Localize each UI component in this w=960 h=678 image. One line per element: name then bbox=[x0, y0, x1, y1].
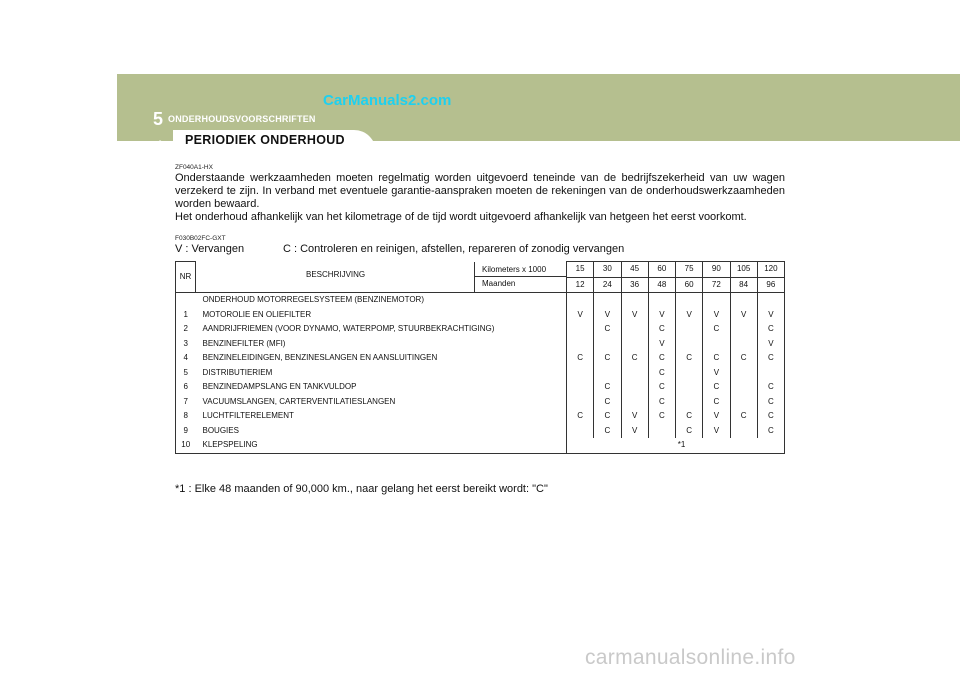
schedule-cell: C bbox=[594, 395, 621, 410]
schedule-cell: V bbox=[648, 337, 675, 352]
schedule-cell bbox=[676, 322, 703, 337]
schedule-cell: V bbox=[621, 308, 648, 323]
schedule-cell: V bbox=[757, 308, 784, 323]
schedule-cell: V bbox=[567, 308, 594, 323]
schedule-cell bbox=[730, 337, 757, 352]
schedule-cell: C bbox=[648, 351, 675, 366]
schedule-cell: V bbox=[730, 308, 757, 323]
schedule-cell: C bbox=[757, 395, 784, 410]
schedule-cell: C bbox=[648, 380, 675, 395]
schedule-cell bbox=[730, 424, 757, 439]
row-number: 7 bbox=[176, 395, 196, 410]
row-number: 3 bbox=[176, 337, 196, 352]
schedule-cell: C bbox=[730, 351, 757, 366]
schedule-cell: C bbox=[757, 409, 784, 424]
schedule-cell bbox=[730, 380, 757, 395]
row-description: LUCHTFILTERELEMENT bbox=[196, 409, 567, 424]
schedule-cell: C bbox=[648, 366, 675, 381]
table-row bbox=[176, 395, 785, 410]
schedule-cell bbox=[621, 337, 648, 352]
km-label: Kilometers x 1000 bbox=[482, 264, 547, 274]
schedule-cell: C bbox=[703, 322, 730, 337]
km-interval-8: 120 bbox=[757, 262, 784, 278]
schedule-cell: C bbox=[703, 351, 730, 366]
page-title: PERIODIEK ONDERHOUD bbox=[185, 133, 345, 147]
section-heading: ONDERHOUD MOTORREGELSYSTEEM (BENZINEMOTOR) bbox=[196, 293, 567, 308]
table-row bbox=[176, 337, 785, 352]
km-interval-3: 45 bbox=[621, 262, 648, 278]
schedule-cell: V bbox=[757, 337, 784, 352]
legend-replace: V : Vervangen bbox=[175, 243, 245, 255]
schedule-cell: C bbox=[648, 409, 675, 424]
row-number: 4 bbox=[176, 351, 196, 366]
km-interval-6: 90 bbox=[703, 262, 730, 278]
schedule-cell: C bbox=[757, 380, 784, 395]
schedule-cell bbox=[567, 395, 594, 410]
schedule-cell bbox=[594, 366, 621, 381]
km-interval-4: 60 bbox=[648, 262, 675, 278]
schedule-cell: C bbox=[594, 380, 621, 395]
row-description: BOUGIES bbox=[196, 424, 567, 439]
section-number: 5 bbox=[153, 109, 164, 129]
table-row bbox=[176, 424, 785, 439]
schedule-cell: C bbox=[676, 351, 703, 366]
section-title: ONDERHOUDSVOORSCHRIFTEN bbox=[168, 114, 316, 124]
schedule-cell: V bbox=[621, 424, 648, 439]
schedule-cell bbox=[621, 322, 648, 337]
schedule-cell bbox=[567, 424, 594, 439]
table-row bbox=[176, 322, 785, 337]
row-description: KLEPSPELING bbox=[196, 438, 567, 453]
schedule-cell: C bbox=[594, 351, 621, 366]
schedule-cell: C bbox=[648, 395, 675, 410]
row-number: 9 bbox=[176, 424, 196, 439]
schedule-cell bbox=[676, 366, 703, 381]
footnote: *1 : Elke 48 maanden of 90,000 km., naar gelang het eerst bereikt wordt: "C" bbox=[175, 483, 548, 495]
row-description: BENZINELEIDINGEN, BENZINESLANGEN EN AANSLUITINGEN bbox=[196, 351, 567, 366]
schedule-cell bbox=[648, 424, 675, 439]
description-header-cell bbox=[196, 262, 567, 278]
months-label-cell bbox=[196, 277, 567, 293]
schedule-cell: C bbox=[757, 351, 784, 366]
row-description: BENZINEDAMPSLANG EN TANKVULDOP bbox=[196, 380, 567, 395]
row-note: *1 bbox=[567, 438, 785, 453]
schedule-cell bbox=[594, 337, 621, 352]
schedule-cell bbox=[730, 395, 757, 410]
schedule-cell: C bbox=[757, 322, 784, 337]
schedule-cell: C bbox=[703, 380, 730, 395]
schedule-cell: V bbox=[621, 409, 648, 424]
km-interval-1: 15 bbox=[567, 262, 594, 278]
intro-paragraph-1: Onderstaande werkzaamheden moeten regelmatig worden uitgevoerd teneinde van de bedrijfszekerheid van uw wagen verzekerd te zijn. In verband met eventuele garantie-aanspraken moeten de rekeningen van de onderhoudswerkzaamheden worden bewaard. bbox=[175, 172, 785, 210]
schedule-cell: C bbox=[648, 322, 675, 337]
schedule-cell bbox=[676, 380, 703, 395]
month-interval-6: 72 bbox=[703, 277, 730, 293]
month-interval-7: 84 bbox=[730, 277, 757, 293]
schedule-cell bbox=[730, 366, 757, 381]
row-number: 8 bbox=[176, 409, 196, 424]
row-description: BENZINEFILTER (MFI) bbox=[196, 337, 567, 352]
intro-code: ZF040A1-HX bbox=[175, 164, 213, 171]
row-description: VACUUMSLANGEN, CARTERVENTILATIESLANGEN bbox=[196, 395, 567, 410]
legend-check: C : Controleren en reinigen, afstellen, repareren of zonodig vervangen bbox=[283, 243, 625, 255]
schedule-cell bbox=[567, 380, 594, 395]
schedule-cell: C bbox=[567, 409, 594, 424]
table-row bbox=[176, 438, 785, 453]
schedule-cell: C bbox=[757, 424, 784, 439]
schedule-cell: C bbox=[567, 351, 594, 366]
schedule-cell bbox=[567, 337, 594, 352]
watermark-link[interactable]: CarManuals2.com bbox=[323, 92, 452, 109]
months-label: Maanden bbox=[482, 279, 516, 288]
schedule-cell: V bbox=[703, 366, 730, 381]
maintenance-schedule-table bbox=[175, 261, 785, 454]
month-interval-4: 48 bbox=[648, 277, 675, 293]
row-description: DISTRIBUTIERIEM bbox=[196, 366, 567, 381]
schedule-cell: C bbox=[703, 395, 730, 410]
km-interval-2: 30 bbox=[594, 262, 621, 278]
schedule-cell: C bbox=[594, 424, 621, 439]
schedule-cell bbox=[703, 337, 730, 352]
page-number: 4 bbox=[156, 139, 163, 151]
schedule-cell bbox=[621, 366, 648, 381]
schedule-cell: V bbox=[703, 308, 730, 323]
schedule-cell bbox=[730, 322, 757, 337]
month-interval-1: 12 bbox=[567, 277, 594, 293]
intro-text bbox=[175, 172, 785, 224]
schedule-cell bbox=[621, 380, 648, 395]
schedule-cell: V bbox=[703, 424, 730, 439]
row-number: 10 bbox=[176, 438, 196, 453]
row-number: 2 bbox=[176, 322, 196, 337]
schedule-cell bbox=[757, 366, 784, 381]
section-row bbox=[176, 293, 785, 308]
row-number: 6 bbox=[176, 380, 196, 395]
schedule-cell: C bbox=[594, 322, 621, 337]
schedule-cell: C bbox=[676, 409, 703, 424]
km-interval-5: 75 bbox=[676, 262, 703, 278]
table-row bbox=[176, 366, 785, 381]
footer-watermark-link[interactable]: carmanualsonline.info bbox=[585, 646, 796, 669]
table-row bbox=[176, 409, 785, 424]
month-interval-2: 24 bbox=[594, 277, 621, 293]
legend-code: F030B02FC-GXT bbox=[175, 235, 226, 242]
row-number: 5 bbox=[176, 366, 196, 381]
schedule-cell: V bbox=[594, 308, 621, 323]
schedule-cell: V bbox=[703, 409, 730, 424]
km-interval-7: 105 bbox=[730, 262, 757, 278]
schedule-cell: V bbox=[676, 308, 703, 323]
month-interval-5: 60 bbox=[676, 277, 703, 293]
intro-paragraph-2: Het onderhoud afhankelijk van het kilometrage of de tijd wordt uitgevoerd afhankelijk van hetgeen het eerst voorkomt. bbox=[175, 211, 747, 223]
month-interval-8: 96 bbox=[757, 277, 784, 293]
description-header: BESCHRIJVING bbox=[306, 269, 366, 279]
schedule-cell bbox=[567, 366, 594, 381]
row-description: AANDRIJFRIEMEN (VOOR DYNAMO, WATERPOMP, STUURBEKRACHTIGING) bbox=[196, 322, 567, 337]
schedule-cell: C bbox=[621, 351, 648, 366]
row-number: 1 bbox=[176, 308, 196, 323]
nr-header: NR bbox=[176, 262, 196, 293]
schedule-cell: C bbox=[676, 424, 703, 439]
schedule-cell bbox=[621, 395, 648, 410]
schedule-cell bbox=[676, 395, 703, 410]
table-row bbox=[176, 351, 785, 366]
row-description: MOTOROLIE EN OLIEFILTER bbox=[196, 308, 567, 323]
schedule-cell: C bbox=[730, 409, 757, 424]
schedule-cell bbox=[567, 322, 594, 337]
schedule-cell: C bbox=[594, 409, 621, 424]
schedule-cell bbox=[676, 337, 703, 352]
schedule-cell: V bbox=[648, 308, 675, 323]
table-row bbox=[176, 380, 785, 395]
table-row bbox=[176, 308, 785, 323]
month-interval-3: 36 bbox=[621, 277, 648, 293]
